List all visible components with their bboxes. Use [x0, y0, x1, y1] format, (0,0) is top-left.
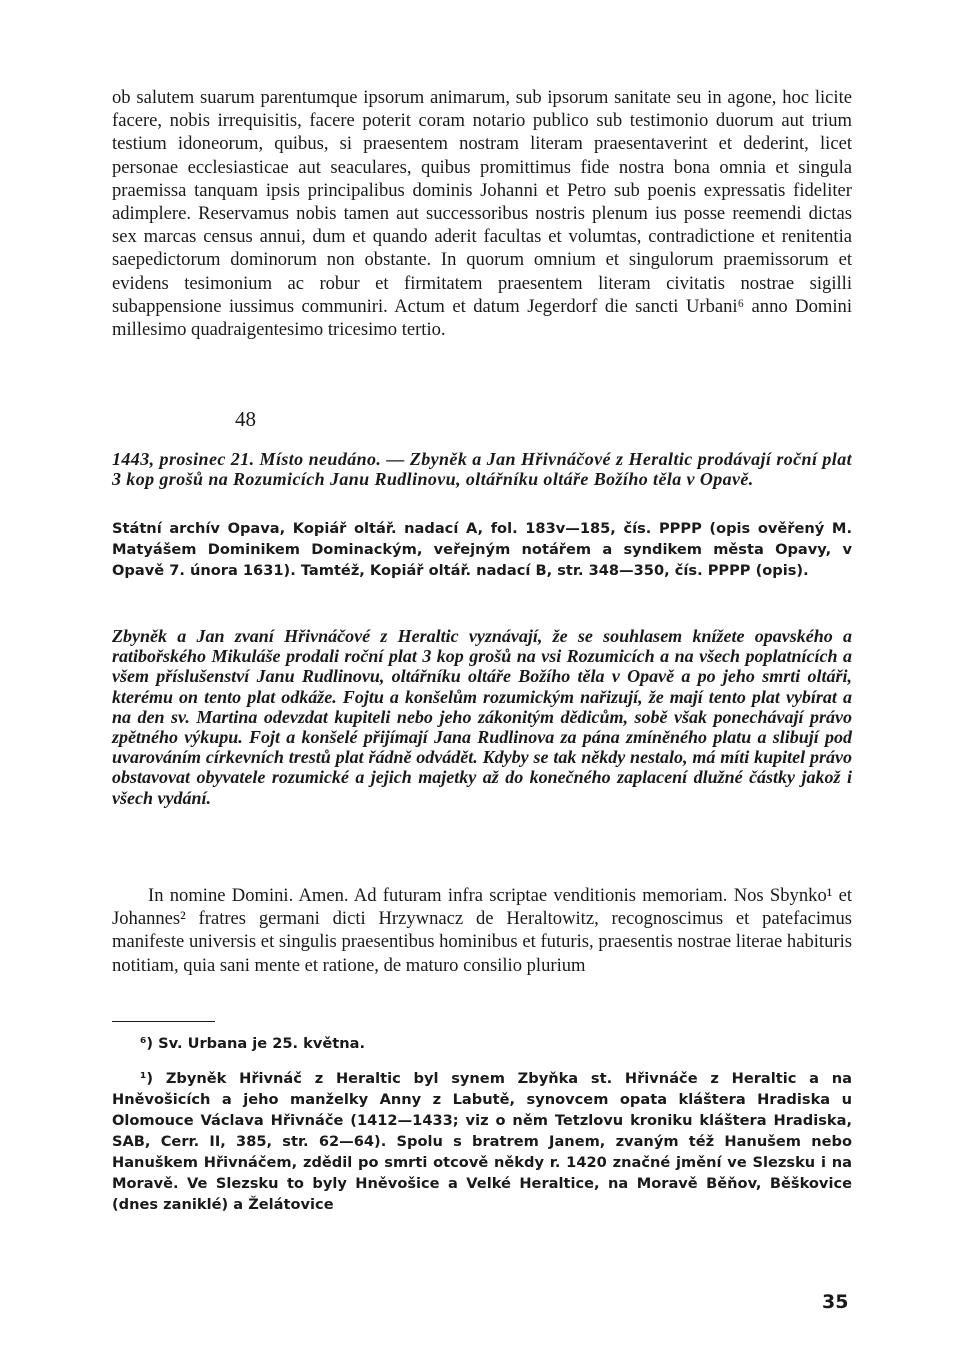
archival-source-note: Státní archív Opava, Kopiář oltář. nadací A, fol. 183v—185, čís. PPPP (opis ověřený M. Matyášem Dominikem Dominackým, veřejným notářem a syndikem města Opavy, v Opavě 7. února 1631). Tamtéž, Kopiář oltář. nadací B, str. 348—350, čís. PPPP (opis). [112, 520, 852, 579]
footnote-6: ⁶) Sv. Urbana je 25. května. [140, 1035, 366, 1052]
latin-charter-text: In nomine Domini. Amen. Ad futuram infra scriptae venditionis memoriam. Nos Sbynko¹ et Johannes² fratres germani dicti Hrzywnacz de Heraltowitz, recognoscimus et patefacimus manifeste universis et singulis praesentibus hominibus et futuris, praesentis nostrae literae habituris notitiam, quia sani mente et ratione, de maturo consilio plurium [112, 885, 852, 976]
page-number: 35 [822, 1291, 849, 1313]
czech-summary: Zbyněk a Jan zvaní Hřivnáčové z Heraltic vyznávají, že se souhlasem knížete opavského a ratibořského Mikuláše prodali roční plat 3 kop grošů na vsi Rozumicích a na všech poplatnících a všem příslušenství Janu Rudlinovu, oltářníku oltáře Božího těla v Opavě a po jeho smrti oltáři, kterému on tento plat odkáže. Fojtu a konšelům rozumickým nařizují, že mají tento plat vybírat a na den sv. Martina odevzdat kupiteli nebo jeho zákonitým dědicům, sobě však ponechávají právo zpětného výkupu. Fojt a konšelé přijímají Jana Rudlinova za pána zmíněného platu a slibují pod uvarováním církevních trestů plat řádně odvádět. Kdyby se tak někdy nestalo, má míti kupitel právo obstavovat obyvatele rozumické a jejich majetky až do konečného zaplacení dlužné částky jakož i všech vydání. [112, 626, 852, 808]
footnote-1: ¹) Zbyněk Hřivnáč z Heraltic byl synem Zbyňka st. Hřivnáče z Heraltic a na Hněvošicích a jeho manželky Anny z Labutě, synovcem opata kláštera Hradiska u Olomouce Václava Hřivnáče (1412—1433; viz o něm Tetzlovu kroniku kláštera Hradiska, SAB, Cerr. II, 385, str. 62—64). Spolu s bratrem Janem, zvaným též Hanušem nebo Hanuškem Hřivnáčem, zdědil po smrti otcově někdy r. 1420 značné jmění ve Slezsku i na Moravě. Ve Slezsku to byly Hněvošice a Velké Heraltice, na Moravě Běňov, Běškovice (dnes zaniklé) a Želátovice [112, 1070, 852, 1213]
document-number: 48 [235, 407, 256, 431]
latin-paragraph-continued: ob salutem suarum parentumque ipsorum animarum, sub ipsorum sanitate seu in agone, hoc licite facere, nobis irrequisitis, facere poterit coram notario publico sub testimonio duorum aut trium testium idoneorum, quibus, si praesentem nostram literam praesentaverint et dederint, licet personae ecclesiasticae aut seaculares, quibus promittimus fide nostra bona omnia et singula praemissa tanquam ipsis principalibus dominis Johanni et Petro sub poenis expressatis fideliter adimplere. Reservamus nobis tamen aut successoribus nostris plenum ius posse reemendi dictas sex marcas census annui, dum et quando aderit facultas et volumtas, contradictione et renitentia saepedictorum dominorum non obstante. In quorum omnium et singulorum praemissorum et evidens tesimonium ac robur et firmitatem praesentem literam civitatis nostrae sigilli subappensione iussimus communiri. Actum et datum Jegerdorf die sancti Urbani⁶ anno Domini millesimo quadraigentesimo tricesimo tertio. [112, 87, 852, 341]
document-heading: 1443, prosinec 21. Místo neudáno. — Zbyněk a Jan Hřivnáčové z Heraltic prodávají roční plat 3 kop grošů na Rozumicích Janu Rudlinovu, oltářníku oltáře Božího těla v Opavě. [112, 449, 852, 490]
footnote-separator [112, 1021, 215, 1022]
